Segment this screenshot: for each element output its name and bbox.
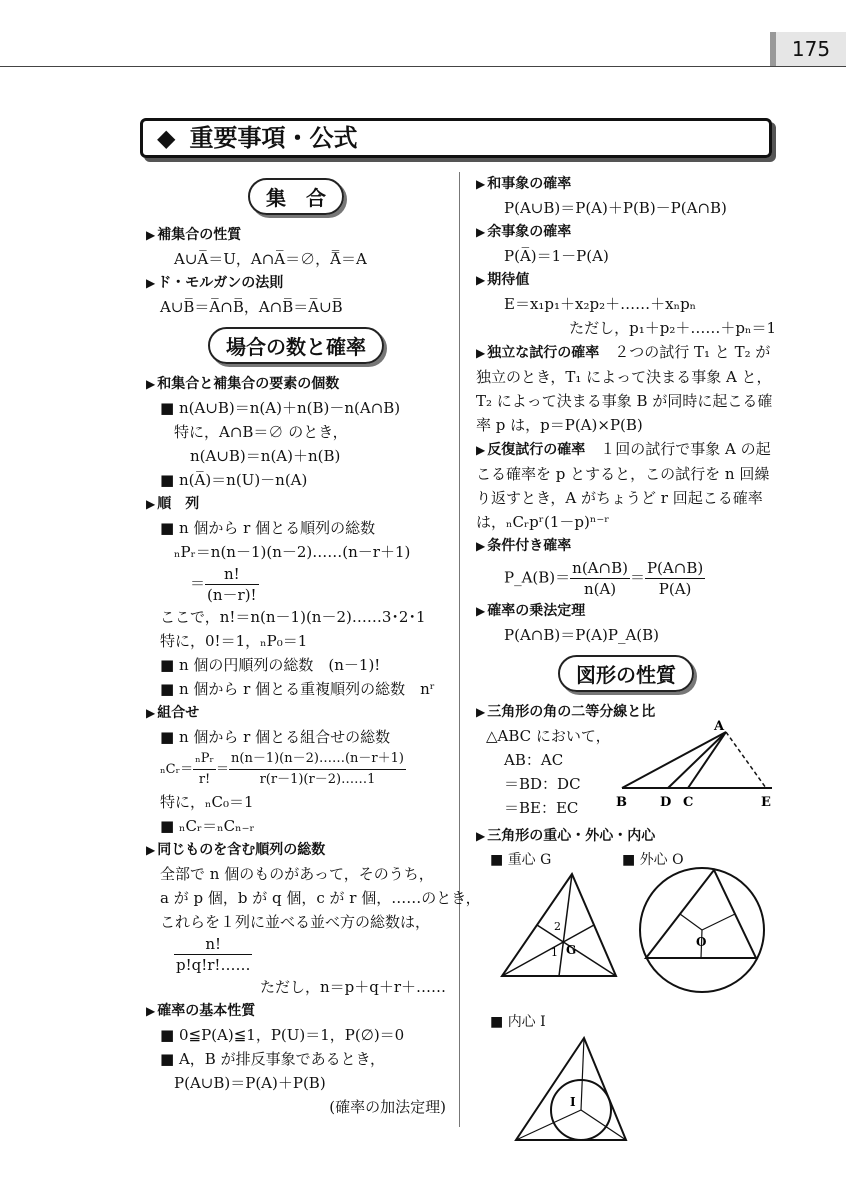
section-title: 集 合 — [248, 178, 344, 215]
column-divider — [459, 172, 460, 1127]
right-column — [476, 172, 776, 1144]
text-line — [146, 516, 446, 540]
equals: ＝ — [215, 762, 229, 777]
heading-union — [476, 172, 776, 196]
text-line: 特に，A∩B＝∅ のとき， — [174, 423, 348, 441]
triangle-icon: ▶ — [146, 497, 156, 511]
label-G: G — [566, 943, 577, 957]
heading-text: 三角形の重心・外心・内心 — [487, 828, 656, 844]
heading-text: 独立な試行の確率 — [487, 345, 600, 361]
triangle-icon: ▶ — [476, 829, 486, 843]
numerator: ₙPᵣ — [193, 749, 216, 770]
formula-line — [146, 1023, 446, 1047]
heading-text: 条件付き確率 — [487, 538, 572, 554]
formula-line: P(A∪B)＝P(A)＋P(B) — [174, 1074, 326, 1092]
text-line: (確率の加法定理) — [329, 1098, 446, 1116]
section-sets — [146, 178, 446, 215]
heading-demorgan — [146, 271, 446, 295]
paragraph-repeated — [476, 437, 776, 534]
fraction — [193, 749, 216, 790]
formula-line — [146, 749, 446, 790]
formula-lhs: ₙCᵣ＝ — [160, 762, 194, 777]
formula-line: 特に，0!＝1，ₙP₀＝1 — [160, 632, 308, 650]
numerator: n! — [205, 564, 259, 585]
page-title — [140, 118, 772, 158]
bisector-block — [476, 719, 776, 824]
text-line: ＝BE：EC — [504, 799, 579, 817]
numerator: n(A∩B) — [572, 559, 628, 577]
formula-line — [146, 396, 446, 420]
text-line — [146, 725, 446, 749]
formula-line — [476, 558, 776, 599]
centroid-label — [490, 848, 551, 872]
formula-line: P(A∩B)＝P(A)P_A(B) — [504, 626, 660, 644]
bullet-icon: ■ — [160, 471, 175, 489]
heading-complement — [146, 223, 446, 247]
triangle-icon: ▶ — [146, 276, 156, 290]
heading-text: 三角形の角の二等分線と比 — [487, 704, 656, 720]
formula-text: n(A̅)＝n(U)－n(A) — [178, 471, 308, 489]
bullet-icon: ■ — [160, 728, 175, 746]
label-I: I — [570, 1095, 576, 1109]
formula-line: A∪A̅＝U，A∩A̅＝∅，A̿＝A — [174, 250, 367, 268]
fraction — [229, 749, 406, 790]
heading-count — [146, 372, 446, 396]
numerator: P(A∩B) — [646, 559, 704, 577]
section-probability — [146, 327, 446, 364]
formula-lhs: P_A(B)＝ — [504, 568, 571, 587]
section-geometry — [476, 655, 776, 692]
heading-text: 組合せ — [157, 705, 200, 721]
formula-line: ただし，p₁＋p₂＋……＋pₙ＝1 — [569, 319, 776, 337]
heading-text: 補集合の性質 — [157, 227, 242, 243]
text-line: 全部で n 個のものがあって，そのうち， — [160, 865, 434, 883]
text: n 個から r 個とる順列の総数 — [178, 519, 376, 537]
caption: 外心 O — [639, 852, 684, 868]
heading-text: 和集合と補集合の要素の個数 — [157, 376, 340, 392]
label-B: B — [616, 795, 627, 810]
bullet-icon: ■ — [160, 1026, 175, 1044]
incenter-figure — [512, 1034, 630, 1144]
denominator: r(r－1)(r－2)……1 — [259, 772, 376, 787]
bisector-figure — [616, 718, 776, 818]
bullet-icon: ■ — [160, 817, 175, 835]
numerator: n! — [174, 934, 252, 955]
label-ratio-2: 2 — [554, 920, 561, 933]
section-title: 図形の性質 — [558, 655, 694, 692]
fraction — [570, 558, 630, 599]
header-rule — [0, 66, 846, 67]
formula-line: P(A̅)＝1－P(A) — [504, 247, 609, 265]
fraction — [174, 934, 252, 975]
text: n 個から r 個とる重複順列の総数 nʳ — [178, 680, 435, 698]
label-A: A — [714, 719, 725, 734]
bullet-icon: ■ — [160, 519, 175, 537]
triangle-icon: ▶ — [146, 843, 156, 857]
centroid-figure — [496, 870, 622, 988]
formula-text: 0≦P(A)≦1，P(U)＝1，P(∅)＝0 — [178, 1026, 405, 1044]
bullet-icon: ■ — [160, 399, 175, 417]
formula-line: P(A∪B)＝P(A)＋P(B)－P(A∩B) — [504, 199, 727, 217]
triangle-icon: ▶ — [146, 706, 156, 720]
formula-line — [146, 814, 446, 838]
text-line: a が p 個，b が q 個，c が r 個，……のとき， — [160, 889, 481, 907]
triangle-icon: ▶ — [476, 604, 486, 618]
heading-expectation — [476, 268, 776, 292]
text: n 個の円順列の総数 (n－1)! — [178, 656, 381, 674]
label-C: C — [683, 795, 694, 810]
formula-line: E＝x₁p₁＋x₂p₂＋……＋xₙpₙ — [504, 295, 697, 313]
denominator: r! — [198, 772, 211, 787]
text-line — [146, 677, 446, 701]
triangle-icon: ▶ — [476, 225, 486, 239]
formula-line: n(A∪B)＝n(A)＋n(B) — [190, 447, 341, 465]
fraction — [645, 558, 705, 599]
heading-text: 反復試行の確率 — [487, 442, 586, 458]
section-title: 場合の数と確率 — [208, 327, 384, 364]
triangle-icon: ▶ — [476, 177, 486, 191]
formula-line — [146, 564, 446, 605]
formula-text: n(A∪B)＝n(A)＋n(B)－n(A∩B) — [178, 399, 401, 417]
label-O: O — [696, 935, 707, 949]
incenter-label — [476, 1010, 776, 1034]
text-line: △ABC において， — [486, 727, 611, 745]
centers-row — [476, 848, 776, 988]
circumcenter-figure — [632, 866, 772, 996]
denominator: n(A) — [583, 580, 617, 598]
text-line — [146, 1047, 446, 1071]
denominator: (n－r)! — [207, 586, 257, 604]
bullet-icon: ■ — [160, 1050, 175, 1068]
bullet-icon: ■ — [490, 1014, 504, 1030]
bullet-icon: ■ — [160, 656, 175, 674]
triangle-icon: ▶ — [476, 443, 486, 457]
paragraph-text: ２つの試行 T₁ と T₂ が独立のとき，T₁ によって決まる事象 A と，T₂ によって決まる事象 B が同時に起こる確率 p は，p＝P(A)×P(B) — [476, 343, 773, 434]
numerator: n(n－1)(n－2)……(n－r＋1) — [229, 749, 406, 770]
triangle-icon: ▶ — [146, 1004, 156, 1018]
text-line: ＝BD：DC — [504, 775, 581, 793]
formula-line: 特に，ₙC₀＝1 — [160, 793, 254, 811]
denominator: P(A) — [658, 580, 692, 598]
heading-independent — [476, 345, 599, 361]
paragraph-text: １回の試行で事象 A の起こる確率を p とすると，この試行を n 回繰り返すとき，A がちょうど r 回起こる確率は，ₙCᵣpʳ(1－p)ⁿ⁻ʳ — [476, 440, 771, 531]
heading-text: 確率の乗法定理 — [487, 603, 586, 619]
equals: ＝ — [629, 568, 645, 587]
triangle-icon: ▶ — [146, 377, 156, 391]
heading-text: 和事象の確率 — [487, 176, 572, 192]
text-line: これらを１列に並べる並べ方の総数は， — [160, 913, 431, 931]
label-E: E — [761, 795, 771, 810]
heading-centers — [476, 824, 776, 848]
equals: ＝ — [190, 574, 206, 593]
left-column — [146, 172, 481, 1119]
denominator: p!q!r!…… — [176, 956, 251, 974]
triangle-icon: ▶ — [476, 539, 486, 553]
heading-text: 順 列 — [157, 496, 200, 512]
triangle-icon: ▶ — [476, 346, 486, 360]
paragraph-independent — [476, 340, 776, 437]
label-ratio-1: 1 — [551, 946, 558, 959]
label-D: D — [660, 795, 672, 810]
formula-line — [146, 468, 446, 492]
heading-permutation — [146, 492, 446, 516]
formula-text: ₙCᵣ＝ₙCₙ₋ᵣ — [178, 817, 255, 835]
bullet-icon: ■ — [490, 852, 504, 868]
formula-line: ₙPᵣ＝n(n－1)(n－2)……(n－r＋1) — [174, 543, 411, 561]
heading-text: 期待値 — [487, 272, 530, 288]
heading-combination — [146, 701, 446, 725]
caption: 重心 G — [507, 852, 552, 868]
bullet-icon: ■ — [160, 680, 175, 698]
triangle-icon: ▶ — [146, 228, 156, 242]
text: n 個から r 個とる組合せの総数 — [178, 728, 391, 746]
fraction — [205, 564, 259, 605]
formula-line: ここで，n!＝n(n－1)(n－2)……3･2･1 — [160, 608, 426, 626]
text: A，B が排反事象であるとき， — [178, 1050, 385, 1068]
page-number: 175 — [770, 32, 846, 66]
formula-line — [146, 934, 446, 975]
formula-line: A∪B̅＝A̅∩B̅，A∩B̅＝A̅∪B̅ — [160, 298, 343, 316]
heading-text: 同じものを含む順列の総数 — [157, 842, 326, 858]
diamond-icon: ◆ — [157, 124, 176, 152]
heading-text: 余事象の確率 — [487, 224, 572, 240]
heading-same-things — [146, 838, 446, 862]
heading-repeated — [476, 442, 585, 458]
heading-basic — [146, 999, 446, 1023]
heading-complement-event — [476, 220, 776, 244]
triangle-icon: ▶ — [476, 705, 486, 719]
caption: 内心 I — [507, 1014, 546, 1030]
text-line: AB：AC — [504, 751, 564, 769]
triangle-icon: ▶ — [476, 273, 486, 287]
bullet-icon: ■ — [622, 852, 636, 868]
heading-text: ド・モルガンの法則 — [157, 275, 284, 291]
text-line: ただし，n＝p＋q＋r＋…… — [259, 978, 446, 996]
heading-conditional — [476, 534, 776, 558]
text-line — [146, 653, 446, 677]
page-title-text: 重要事項・公式 — [189, 124, 358, 152]
heading-multiplication — [476, 599, 776, 623]
heading-text: 確率の基本性質 — [157, 1003, 256, 1019]
